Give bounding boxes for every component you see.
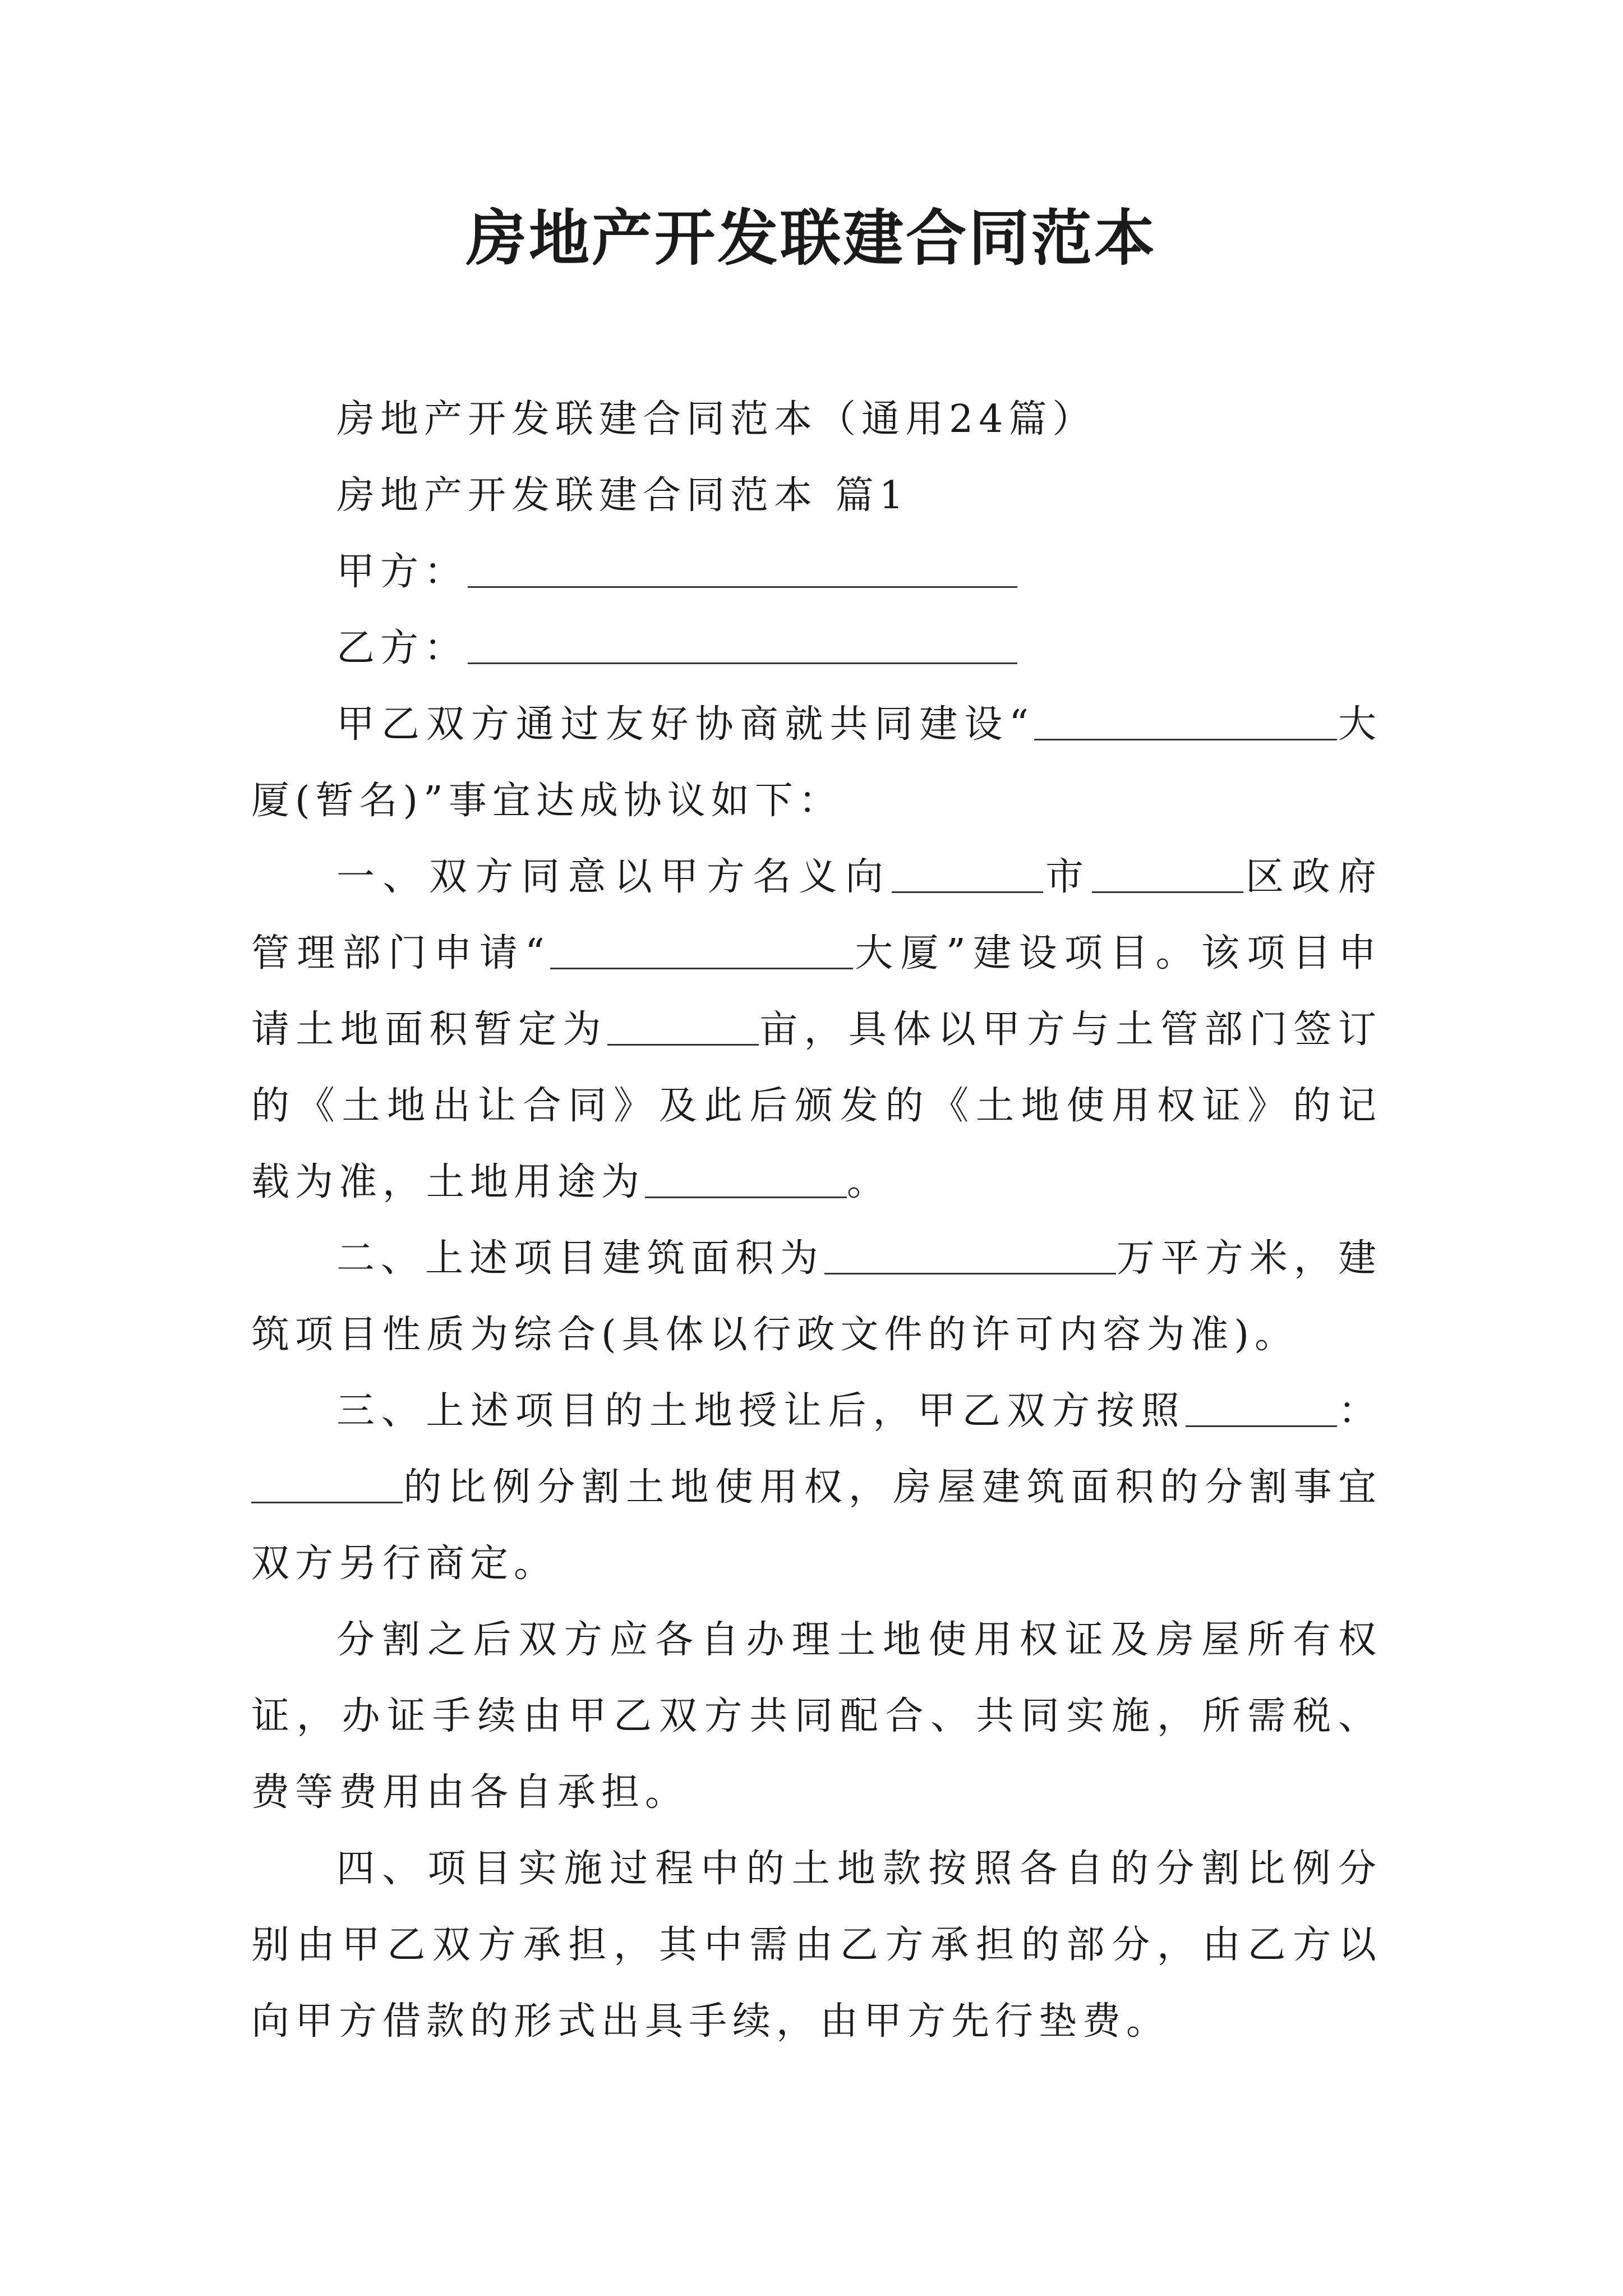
floor-area-blank [824, 1235, 1116, 1274]
clause-1-text-4: 大厦”建设项目。该项目申请土地面积暂定为 [251, 931, 1382, 1052]
party-b-blank [468, 624, 1017, 664]
party-b-label: 乙方： [336, 626, 468, 670]
building-name-blank [1034, 701, 1337, 740]
land-use-blank [645, 1158, 847, 1198]
district-blank [1092, 853, 1243, 893]
clause-1 [251, 839, 1382, 1221]
project-name-blank [550, 930, 853, 969]
clause-2-text-2: 万平方米，建筑项目性质为综合(具体以行政文件的许可内容为准)。 [251, 1236, 1382, 1357]
city-blank [892, 853, 1043, 893]
intro-text-2: 大厦(暂名)”事宜达成协议如下： [251, 702, 1382, 823]
intro-text-1: 甲乙双方通过友好协商就共同建设“ [336, 702, 1035, 747]
clause-3-text-2: ： [1337, 1389, 1382, 1433]
clause-3-text-3: 的比例分割土地使用权，房屋建筑面积的分割事宜双方另行商定。 [251, 1465, 1382, 1586]
clause-2-text-1: 二、上述项目建筑面积为 [336, 1236, 824, 1281]
intro-paragraph [251, 687, 1382, 839]
party-b-line [251, 610, 1382, 687]
clause-3 [251, 1373, 1382, 1602]
clause-1-text-1: 一、双方同意以甲方名义向 [336, 855, 892, 899]
clause-2 [251, 1221, 1382, 1373]
ratio-b-blank [251, 1464, 403, 1503]
clause-1-text-3: 区政府管理部门申请“ [251, 855, 1382, 976]
clause-4: 四、项目实施过程中的土地款按照各自的分割比例分别由甲乙双方承担，其中需由乙方承担的部分，由乙方以向甲方借款的形式出具手续，由甲方先行垫费。 [251, 1847, 1382, 2044]
clause-1-text-2: 市 [1043, 855, 1092, 899]
section-heading: 房地产开发联建合同范本 篇1 [336, 473, 909, 518]
land-area-blank [607, 1006, 759, 1046]
clause-1-text-6: 。 [847, 1160, 891, 1204]
clause-3-continued: 分割之后双方应各自办理土地使用权证及房屋所有权证，办证手续由甲乙双方共同配合、共同实施，所需税、费等费用由各自承担。 [251, 1618, 1382, 1815]
document-body [251, 381, 1382, 2060]
party-a-blank [468, 548, 1017, 588]
document-title: 房地产开发联建合同范本 [465, 203, 1157, 274]
ratio-a-blank [1186, 1387, 1337, 1427]
party-a-line [251, 534, 1382, 610]
clause-3-text-1: 三、上述项目的土地授让后，甲乙双方按照 [336, 1389, 1186, 1433]
party-a-label: 甲方： [336, 550, 468, 594]
clause-1-text-5: 亩，具体以甲方与土管部门签订的《土地出让合同》及此后颁发的《土地使用权证》的记载为准，土地用途为 [251, 1007, 1382, 1204]
document-subtitle: 房地产开发联建合同范本（通用24篇） [336, 397, 1096, 441]
